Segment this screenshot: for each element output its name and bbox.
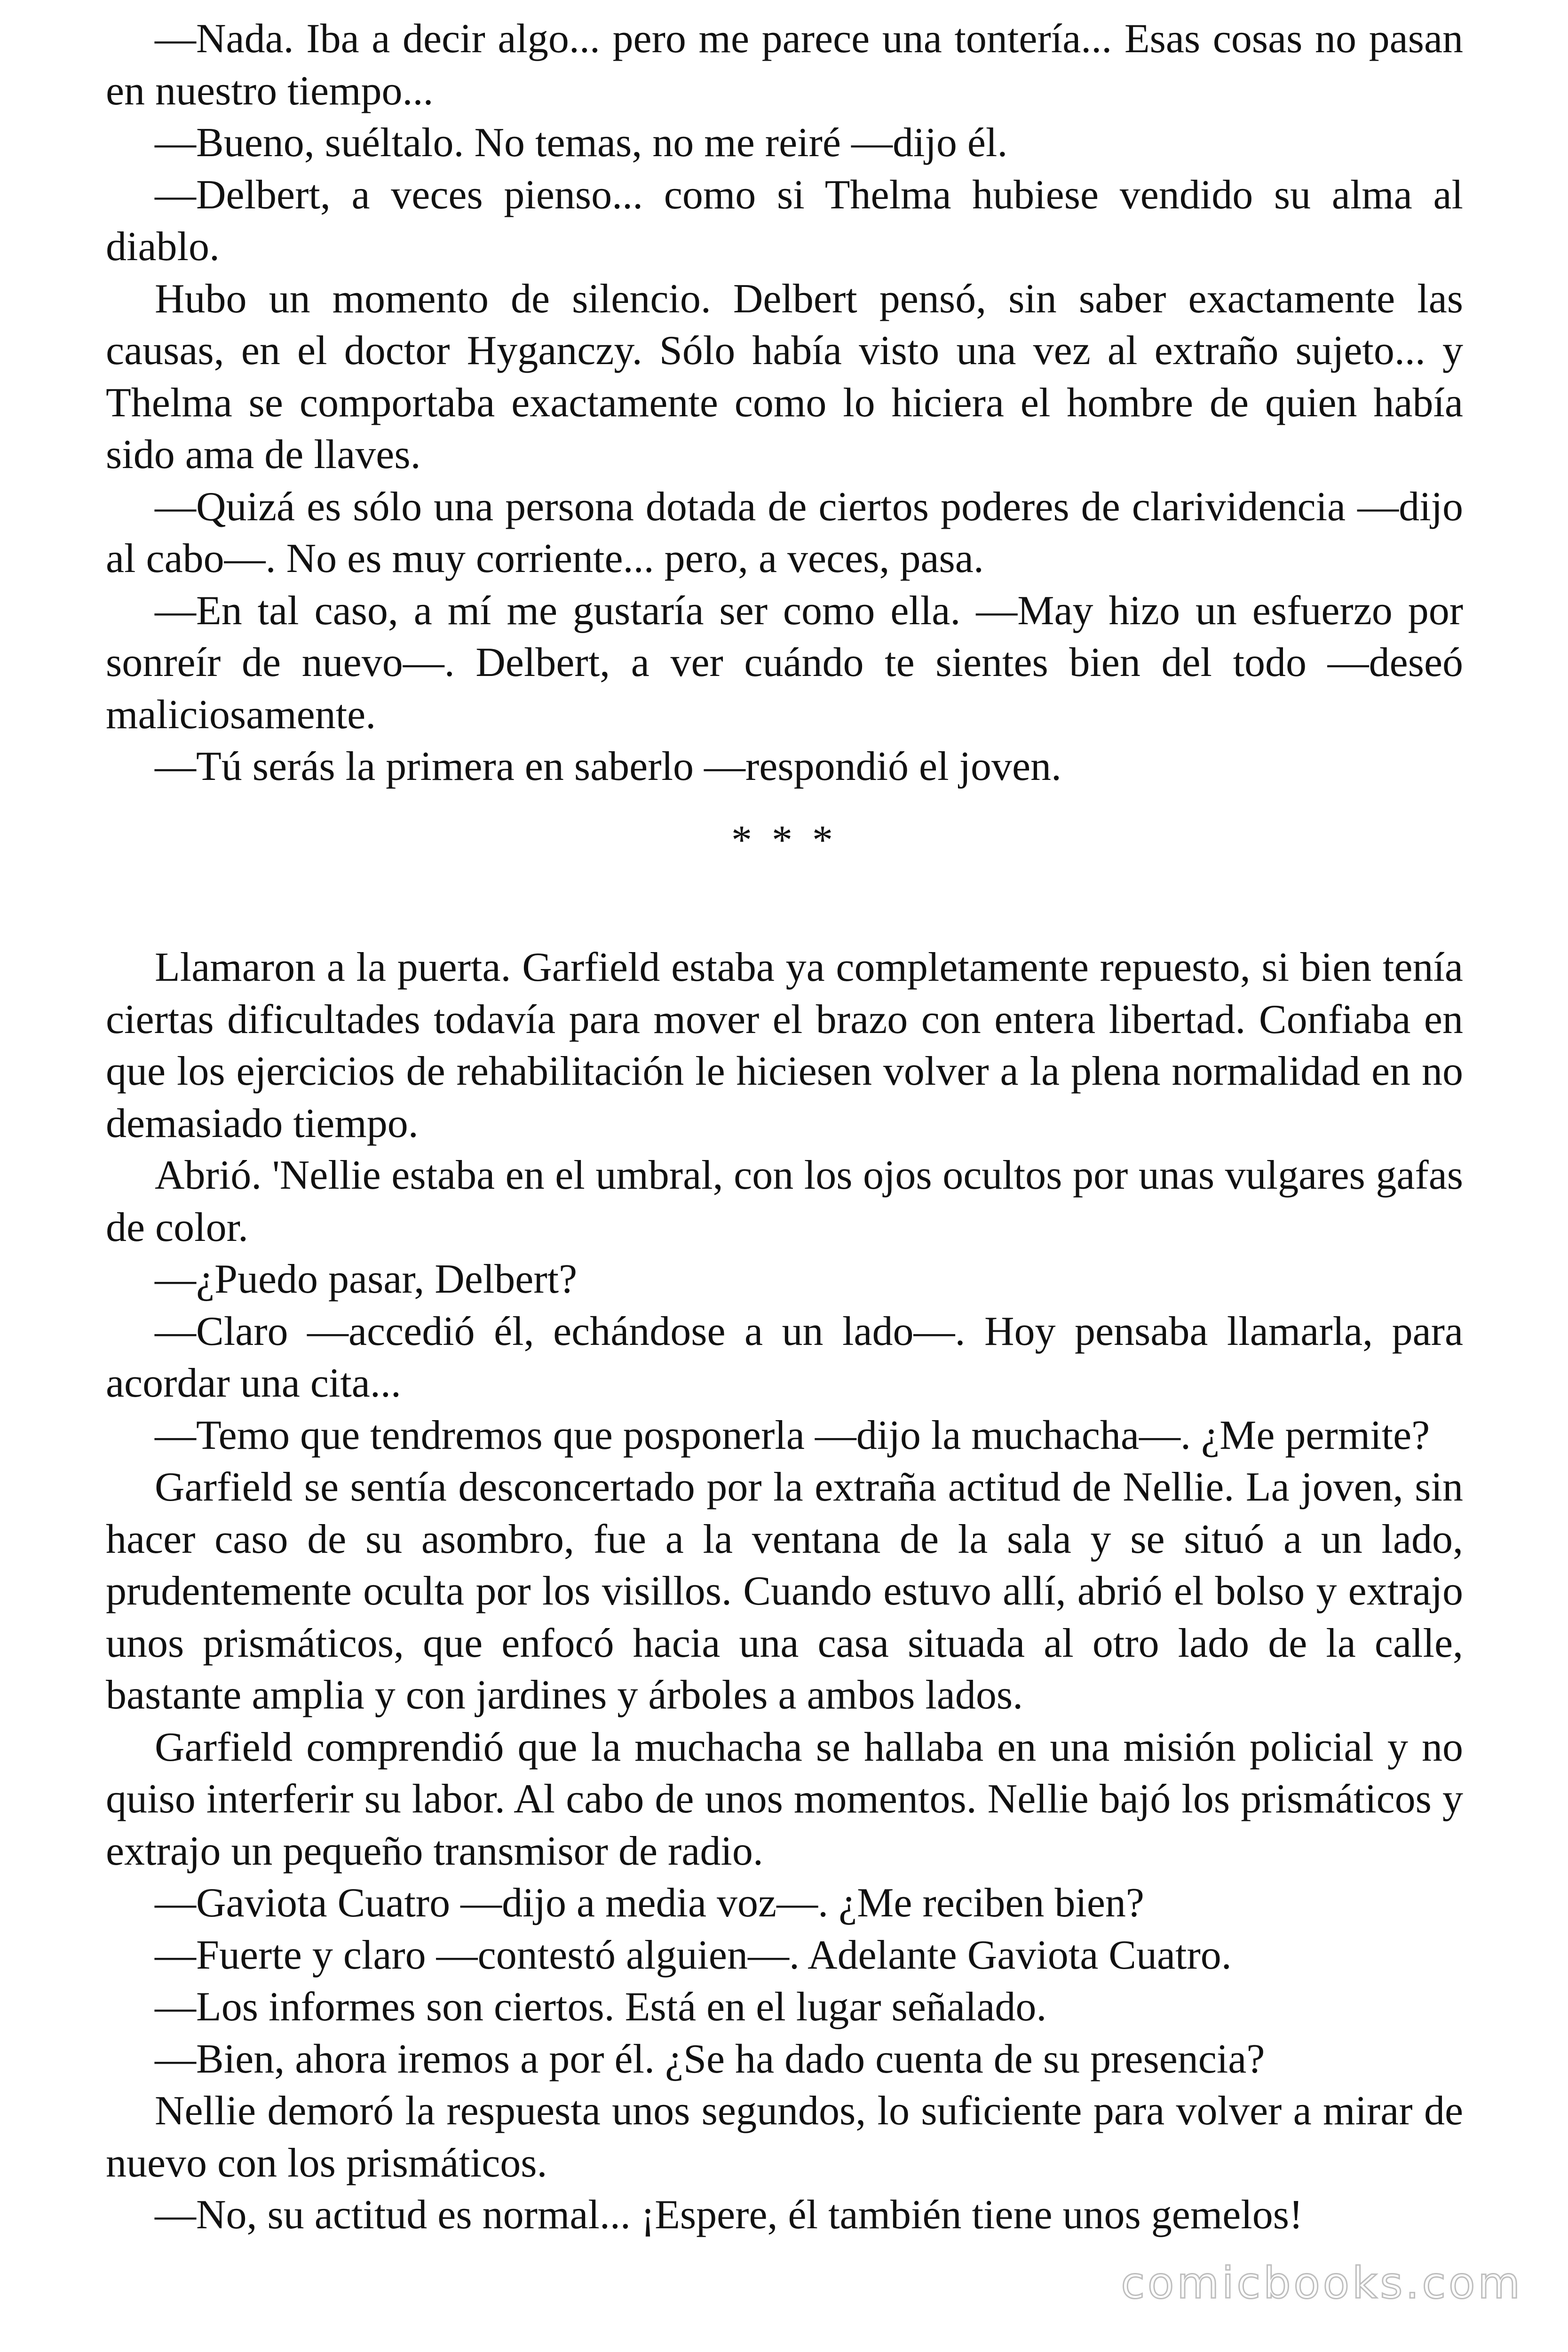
paragraph: Hubo un momento de silencio. Delbert pensó, sin saber exactamente las causas, en el doctor Hyganczy. Sólo había visto una vez al extraño sujeto... y Thelma se comportaba exactamente como lo hiciera el hombre de quien había sido ama de llaves. [106,276,1463,477]
paragraph: —No, su actitud es normal... ¡Espere, él también tiene unos gemelos! [155,2192,1303,2238]
paragraph: —Temo que tendremos que posponerla —dijo la muchacha—. ¿Me permite? [155,1412,1430,1458]
paragraph: —En tal caso, a mí me gustaría ser como ella. —May hizo un esfuerzo por sonreír de nuevo—. Delbert, a ver cuándo te sientes bien del todo —deseó maliciosamente. [106,588,1463,738]
section-break: * * * [731,817,838,863]
paragraph: Garfield se sentía desconcertado por la extraña actitud de Nellie. La joven, sin hacer caso de su asombro, fue a la ventana de la sala y se situó a un lado, prudentemente oculta por los visillos. Cuando estuvo allí, abrió el bolso y extrajo unos prismáticos, que enfocó hacia una casa situada al otro lado de la calle, bastante amplia y con jardines y árboles a ambos lados. [106,1464,1463,1718]
paragraph: —Nada. Iba a decir algo... pero me parece una tontería... Esas cosas no pasan en nuestro tiempo... [106,16,1463,114]
paragraph: —Los informes son ciertos. Está en el lugar señalado. [155,1984,1047,2030]
paragraph: Garfield comprendió que la muchacha se hallaba en una misión policial y no quiso interferir su labor. Al cabo de unos momentos. Nellie bajó los prismáticos y extrajo un pequeño transmisor de radio. [106,1724,1463,1874]
paragraph: —Bien, ahora iremos a por él. ¿Se ha dado cuenta de su presencia? [155,2036,1265,2082]
page-body [106,13,1463,2241]
paragraph: Nellie demoró la respuesta unos segundos, lo suficiente para volver a mirar de nuevo con los prismáticos. [106,2088,1463,2186]
paragraph: —¿Puedo pasar, Delbert? [155,1256,578,1302]
paragraph: —Bueno, suéltalo. No temas, no me reiré —dijo él. [155,120,1008,166]
paragraph: —Tú serás la primera en saberlo —respondió el joven. [155,744,1062,789]
paragraph: Llamaron a la puerta. Garfield estaba ya completamente repuesto, si bien tenía ciertas dificultades todavía para mover el brazo con entera libertad. Confiaba en que los ejercicios de rehabilitación le hiciesen volver a la plena normalidad en no demasiado tiempo. [106,945,1463,1146]
paragraph: Abrió. 'Nellie estaba en el umbral, con los ojos ocultos por unas vulgares gafas de color. [106,1152,1463,1250]
paragraph: —Delbert, a veces pienso... como si Thelma hubiese vendido su alma al diablo. [106,172,1463,270]
paragraph: —Gaviota Cuatro —dijo a media voz—. ¿Me reciben bien? [155,1880,1144,1926]
paragraph: —Quizá es sólo una persona dotada de ciertos poderes de clarividencia —dijo al cabo—. No es muy corriente... pero, a veces, pasa. [106,484,1463,581]
watermark: comicbooks.com [1121,2258,1523,2308]
paragraph: —Fuerte y claro —contestó alguien—. Adelante Gaviota Cuatro. [155,1932,1232,1978]
paragraph: —Claro —accedió él, echándose a un lado—. Hoy pensaba llamarla, para acordar una cita... [106,1308,1463,1406]
